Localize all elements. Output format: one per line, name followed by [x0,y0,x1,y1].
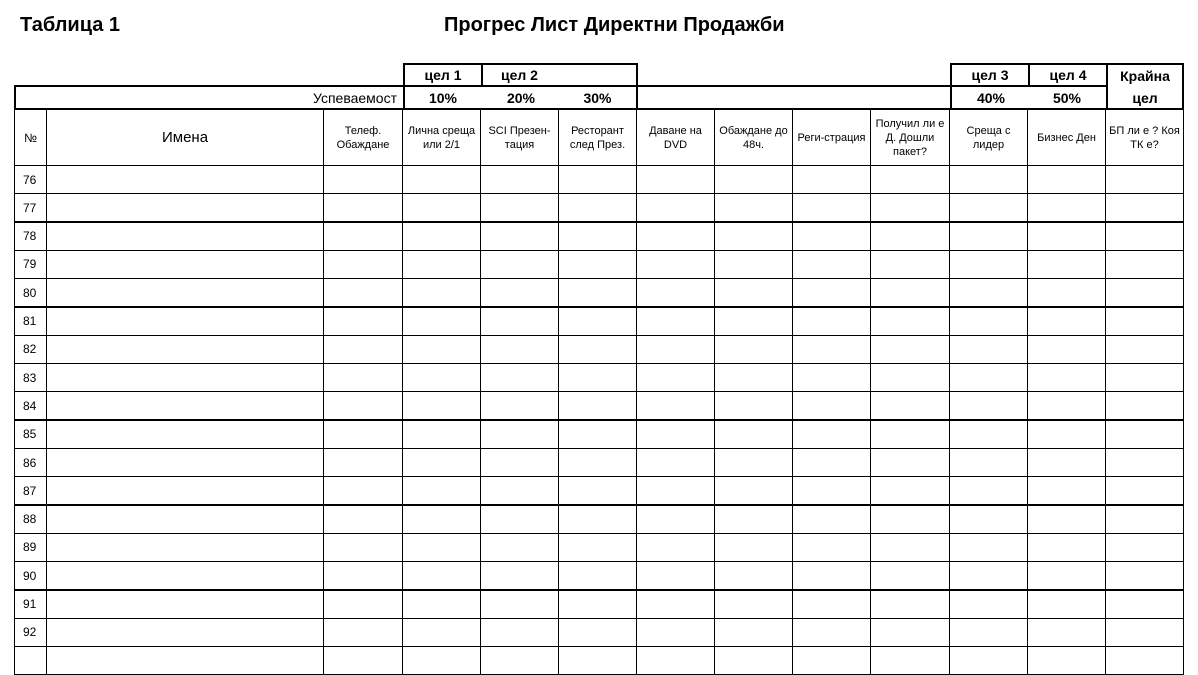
table-cell[interactable] [402,618,481,647]
table-cell[interactable] [323,193,403,222]
table-cell[interactable] [792,363,871,392]
table-cell[interactable] [323,222,403,251]
row-number-cell: 90 [14,561,47,590]
table-cell[interactable] [792,335,871,364]
table-cell[interactable] [46,391,324,420]
table-cell[interactable] [636,278,715,307]
table-cell[interactable] [46,278,324,307]
table-row [14,363,1184,392]
table-cell[interactable] [402,420,481,449]
table-cell[interactable] [402,391,481,420]
table-cell[interactable] [792,618,871,647]
row-number-cell: 81 [14,307,47,336]
table-cell[interactable] [714,646,793,675]
table-row [14,391,1184,420]
table-cell[interactable] [480,391,559,420]
table-cell[interactable] [46,307,324,336]
final-goal-line1: Крайна [1120,67,1170,84]
table-cell[interactable] [558,363,637,392]
table-cell[interactable] [1105,335,1184,364]
table-cell[interactable] [1027,420,1106,449]
table-cell[interactable] [949,590,1028,619]
table-cell[interactable] [714,391,793,420]
table-cell[interactable] [636,618,715,647]
table-cell[interactable] [949,561,1028,590]
final-goal-line2: цел [1132,89,1158,106]
table-cell[interactable] [46,561,324,590]
table-cell[interactable] [636,193,715,222]
table-cell[interactable] [402,250,481,279]
table-row [14,590,1184,619]
table-cell[interactable] [636,590,715,619]
table-row [14,250,1184,279]
table-cell[interactable] [870,533,950,562]
table-cell[interactable] [558,590,637,619]
table-row [14,646,1184,675]
table-cell[interactable] [480,222,559,251]
table-cell[interactable] [714,505,793,534]
col-header-sci-presentation: SCI Презен-тация [480,109,559,166]
table-cell[interactable] [46,476,324,505]
table-cell[interactable] [323,250,403,279]
table-cell[interactable] [558,278,637,307]
table-cell[interactable] [792,222,871,251]
table-cell[interactable] [323,307,403,336]
table-cell[interactable] [870,561,950,590]
table-cell[interactable] [558,476,637,505]
table-cell[interactable] [636,646,715,675]
table-cell[interactable] [870,278,950,307]
goal-2-cell: цел 2 [481,63,638,87]
table-cell[interactable] [1027,363,1106,392]
table-cell[interactable] [792,278,871,307]
table-cell[interactable] [1105,420,1184,449]
table-cell[interactable] [949,250,1028,279]
table-cell[interactable] [792,533,871,562]
table-cell[interactable] [870,420,950,449]
col-header-business-day: Бизнес Ден [1027,109,1106,166]
table-cell[interactable] [870,448,950,477]
table-cell[interactable] [402,278,481,307]
col-header-dvd: Даване на DVD [636,109,715,166]
col-header-restaurant: Ресторант след През. [558,109,637,166]
table-cell[interactable] [792,193,871,222]
table-cell[interactable] [714,618,793,647]
table-cell[interactable] [714,448,793,477]
table-row [14,420,1184,449]
table-row [14,165,1184,194]
goal-3-cell: цел 3 [950,63,1030,87]
row-number-cell: 80 [14,278,47,307]
table-row [14,307,1184,336]
table-cell[interactable] [714,561,793,590]
table-row [14,193,1184,222]
col-header-names: Имена [46,109,324,166]
table-cell[interactable] [46,618,324,647]
table-cell[interactable] [480,335,559,364]
table-cell[interactable] [402,335,481,364]
table-cell[interactable] [636,448,715,477]
table-cell[interactable] [636,307,715,336]
table-cell[interactable] [480,448,559,477]
table-cell[interactable] [714,363,793,392]
table-cell[interactable] [1105,533,1184,562]
pct-blank [636,85,952,110]
table-row [14,561,1184,590]
goal-4-cell: цел 4 [1028,63,1108,87]
table-cell[interactable] [949,335,1028,364]
table-cell[interactable] [1105,193,1184,222]
table-cell[interactable] [1027,391,1106,420]
table-cell[interactable] [1027,561,1106,590]
table-cell[interactable] [1027,646,1106,675]
table-cell[interactable] [402,561,481,590]
table-cell[interactable] [636,533,715,562]
sheet-title: Прогрес Лист Директни Продажби [444,14,785,36]
table-cell[interactable] [1027,307,1106,336]
table-cell[interactable] [792,646,871,675]
table-cell[interactable] [870,193,950,222]
table-cell[interactable] [714,278,793,307]
table-cell[interactable] [792,165,871,194]
table-cell[interactable] [480,533,559,562]
row-number-cell: 82 [14,335,47,364]
table-cell[interactable] [714,476,793,505]
table-cell[interactable] [558,250,637,279]
table-cell[interactable] [323,533,403,562]
table-cell[interactable] [480,505,559,534]
table-cell[interactable] [714,533,793,562]
table-cell[interactable] [636,505,715,534]
table-cell[interactable] [949,363,1028,392]
table-cell[interactable] [558,193,637,222]
col-header-number: № [14,109,47,166]
table-cell[interactable] [1027,335,1106,364]
table-cell[interactable] [949,391,1028,420]
col-header-welcome-pack: Получил ли е Д. Дошли пакет? [870,109,950,166]
table-cell[interactable] [558,646,637,675]
table-cell[interactable] [1105,391,1184,420]
row-number-cell: 89 [14,533,47,562]
table-cell[interactable] [46,165,324,194]
goal-1-cell: цел 1 [403,63,483,87]
row-number-cell: 78 [14,222,47,251]
table-cell[interactable] [714,335,793,364]
row-number-cell: 77 [14,193,47,222]
table-cell[interactable] [558,335,637,364]
table-cell[interactable] [323,590,403,619]
row-number-cell: 83 [14,363,47,392]
success-label: Успеваемост [14,85,405,110]
table-cell[interactable] [558,448,637,477]
pct-5: 50% [1028,85,1108,110]
table-cell[interactable] [480,363,559,392]
table-cell[interactable] [949,476,1028,505]
table-cell[interactable] [480,561,559,590]
table-cell[interactable] [323,505,403,534]
success-row [14,85,1184,110]
table-cell[interactable] [792,420,871,449]
table-cell[interactable] [792,561,871,590]
table-cell[interactable] [949,193,1028,222]
table-cell[interactable] [636,561,715,590]
table-cell[interactable] [1027,193,1106,222]
table-cell[interactable] [870,646,950,675]
table-cell[interactable] [636,165,715,194]
table-cell[interactable] [714,250,793,279]
table-cell[interactable] [1105,476,1184,505]
table-cell[interactable] [323,618,403,647]
table-cell[interactable] [792,448,871,477]
table-cell[interactable] [949,646,1028,675]
sheet-label: Таблица 1 [20,14,121,36]
table-cell[interactable] [46,363,324,392]
table-cell[interactable] [870,391,950,420]
table-cell[interactable] [480,618,559,647]
table-cell[interactable] [1105,646,1184,675]
table-cell[interactable] [1105,561,1184,590]
table-cell[interactable] [1027,590,1106,619]
table-cell[interactable] [323,646,403,675]
table-cell[interactable] [480,420,559,449]
table-cell[interactable] [636,250,715,279]
table-cell[interactable] [714,420,793,449]
table-cell[interactable] [480,165,559,194]
table-cell[interactable] [636,335,715,364]
row-number-cell: 76 [14,165,47,194]
table-cell[interactable] [1105,307,1184,336]
table-cell[interactable] [558,165,637,194]
table-cell[interactable] [46,420,324,449]
table-cell[interactable] [558,505,637,534]
table-cell[interactable] [870,505,950,534]
table-cell[interactable] [949,165,1028,194]
table-cell[interactable] [402,476,481,505]
table-cell[interactable] [480,476,559,505]
table-cell[interactable] [1027,222,1106,251]
table-cell[interactable] [714,222,793,251]
table-cell[interactable] [714,307,793,336]
table-cell[interactable] [1105,448,1184,477]
col-header-registration: Реги-страция [792,109,871,166]
row-number-cell: 87 [14,476,47,505]
table-cell[interactable] [949,505,1028,534]
table-cell[interactable] [558,420,637,449]
table-cell[interactable] [402,222,481,251]
table-cell[interactable] [949,278,1028,307]
table-cell[interactable] [870,307,950,336]
table-row [14,335,1184,364]
table-cell[interactable] [402,448,481,477]
table-row [14,222,1184,251]
table-cell[interactable] [480,307,559,336]
table-cell[interactable] [323,335,403,364]
row-number-cell: 84 [14,391,47,420]
table-row [14,278,1184,307]
header-row [14,109,1184,166]
table-cell[interactable] [1105,618,1184,647]
pct-4: 40% [950,85,1030,110]
table-cell[interactable] [323,391,403,420]
table-cell[interactable] [323,561,403,590]
pct-1: 10% [403,85,483,110]
table-row [14,618,1184,647]
table-cell[interactable] [870,590,950,619]
table-cell[interactable] [46,505,324,534]
table-cell[interactable] [1027,278,1106,307]
table-cell[interactable] [870,165,950,194]
row-number-cell: 86 [14,448,47,477]
table-cell[interactable] [1105,250,1184,279]
col-header-call-48h: Обаждане до 48ч. [714,109,793,166]
table-cell[interactable] [402,193,481,222]
table-cell[interactable] [402,307,481,336]
table-cell[interactable] [714,590,793,619]
table-cell[interactable] [792,250,871,279]
table-cell[interactable] [870,618,950,647]
table-cell[interactable] [402,533,481,562]
table-cell[interactable] [870,250,950,279]
pct-2: 20% [481,85,561,110]
table-cell[interactable] [870,476,950,505]
table-cell[interactable] [558,222,637,251]
row-number-cell [14,646,47,675]
table-cell[interactable] [1027,476,1106,505]
table-row [14,476,1184,505]
table-cell[interactable] [1027,533,1106,562]
table-cell[interactable] [402,505,481,534]
table-row [14,505,1184,534]
table-cell[interactable] [323,448,403,477]
table-cell[interactable] [46,250,324,279]
table-cell[interactable] [558,533,637,562]
table-cell[interactable] [792,476,871,505]
row-number-cell: 91 [14,590,47,619]
table-row [14,448,1184,477]
table-cell[interactable] [714,193,793,222]
table-cell[interactable] [323,165,403,194]
table-cell[interactable] [46,193,324,222]
table-cell[interactable] [792,590,871,619]
pct-3: 30% [559,85,638,110]
row-number-cell: 85 [14,420,47,449]
table-cell[interactable] [402,590,481,619]
table-cell[interactable] [949,618,1028,647]
table-cell[interactable] [402,363,481,392]
table-cell[interactable] [636,391,715,420]
table-cell[interactable] [792,505,871,534]
table-cell[interactable] [402,646,481,675]
table-cell[interactable] [46,222,324,251]
table-cell[interactable] [46,533,324,562]
table-cell[interactable] [46,590,324,619]
table-cell[interactable] [949,307,1028,336]
table-row [14,533,1184,562]
table-cell[interactable] [1105,222,1184,251]
row-number-cell: 88 [14,505,47,534]
table-cell[interactable] [558,307,637,336]
table-cell[interactable] [46,646,324,675]
table-cell[interactable] [1105,278,1184,307]
table-cell[interactable] [636,363,715,392]
table-cell[interactable] [480,250,559,279]
table-cell[interactable] [323,363,403,392]
table-cell[interactable] [558,618,637,647]
table-cell[interactable] [480,193,559,222]
table-cell[interactable] [323,420,403,449]
table-cell[interactable] [870,222,950,251]
col-header-phone-call: Телеф. Обаждане [323,109,403,166]
table-cell[interactable] [1027,250,1106,279]
table-cell[interactable] [480,590,559,619]
table-cell[interactable] [323,278,403,307]
table-cell[interactable] [46,335,324,364]
table-cell[interactable] [402,165,481,194]
table-cell[interactable] [558,561,637,590]
table-cell[interactable] [46,448,324,477]
table-cell[interactable] [949,533,1028,562]
table-cell[interactable] [636,420,715,449]
table-cell[interactable] [792,307,871,336]
table-cell[interactable] [1105,590,1184,619]
table-cell[interactable] [949,448,1028,477]
table-cell[interactable] [1027,505,1106,534]
row-number-cell: 92 [14,618,47,647]
table-cell[interactable] [558,391,637,420]
table-cell[interactable] [1105,505,1184,534]
table-cell[interactable] [870,363,950,392]
col-header-leader-meeting: Среща с лидер [949,109,1028,166]
table-cell[interactable] [792,391,871,420]
table-cell[interactable] [323,476,403,505]
table-cell[interactable] [949,420,1028,449]
col-header-bp-tk: БП ли е ? Коя ТК е? [1105,109,1184,166]
table-cell[interactable] [1105,165,1184,194]
row-number-cell: 79 [14,250,47,279]
table-cell[interactable] [1105,363,1184,392]
table-cell[interactable] [870,335,950,364]
table-cell[interactable] [636,476,715,505]
table-cell[interactable] [1027,165,1106,194]
table-cell[interactable] [714,165,793,194]
table-cell[interactable] [480,646,559,675]
table-cell[interactable] [1027,618,1106,647]
table-cell[interactable] [636,222,715,251]
table-cell[interactable] [1027,448,1106,477]
table-cell[interactable] [949,222,1028,251]
col-header-personal-meeting: Лична среща или 2/1 [402,109,481,166]
table-cell[interactable] [480,278,559,307]
